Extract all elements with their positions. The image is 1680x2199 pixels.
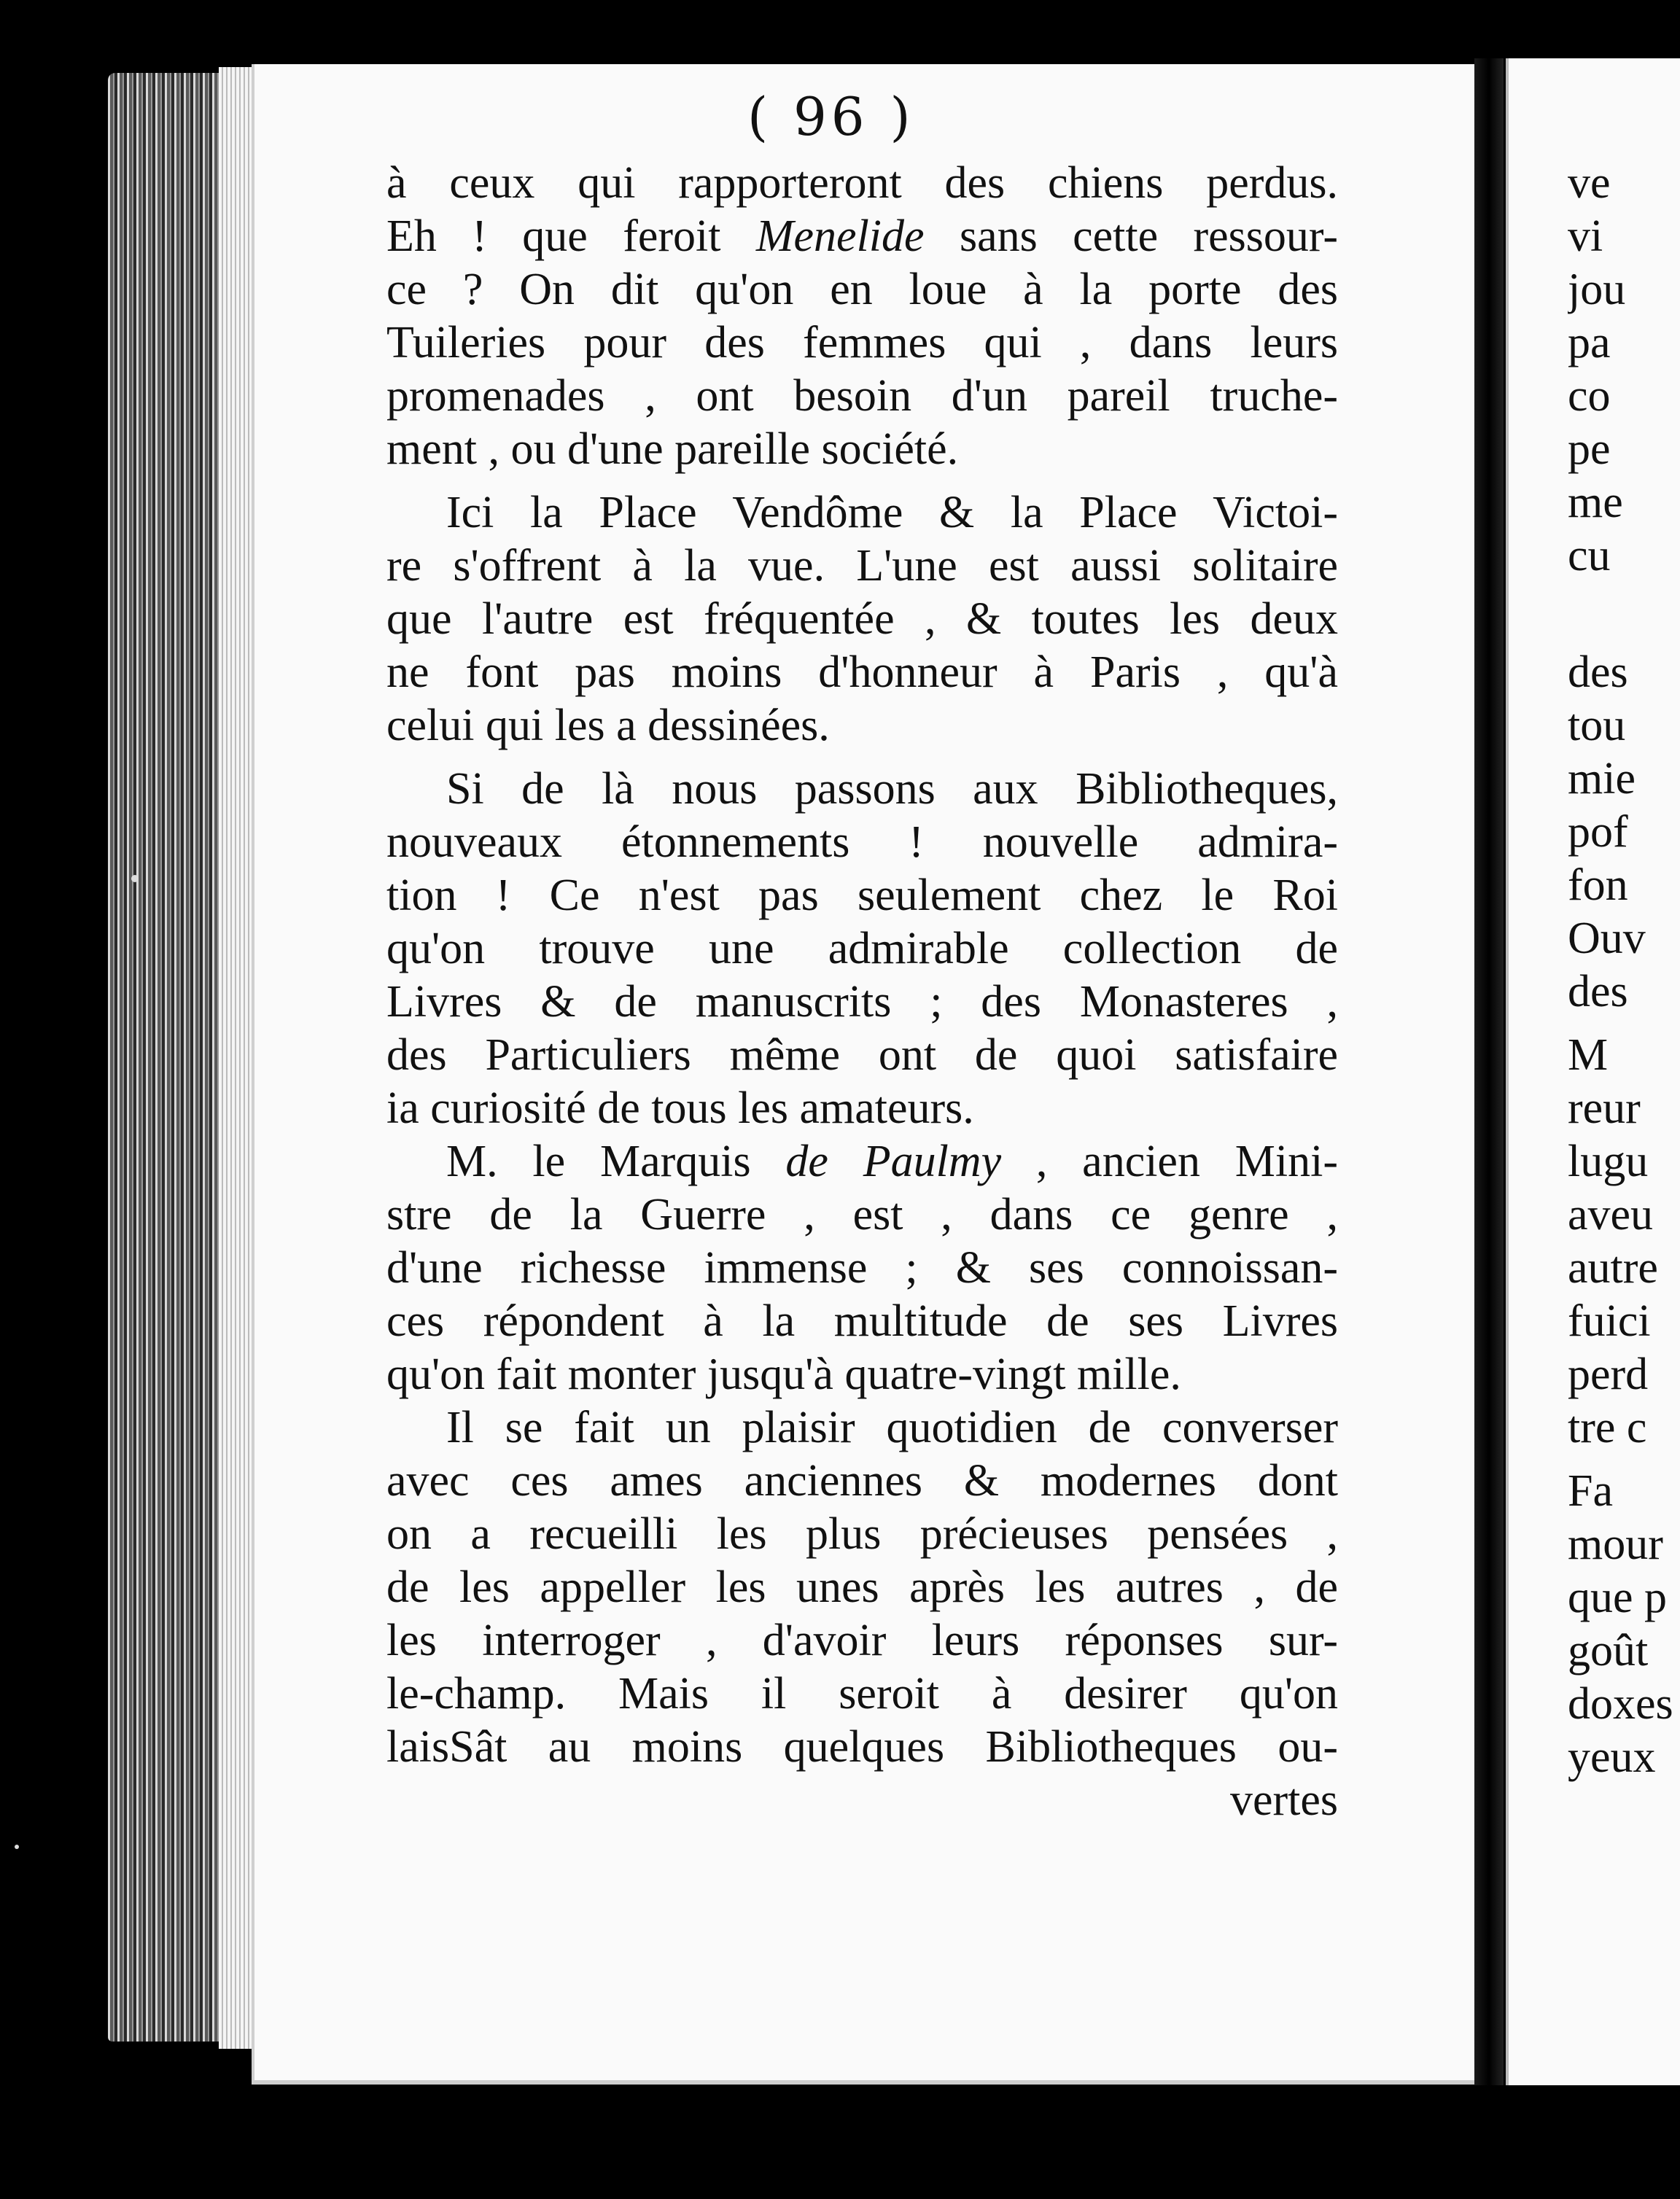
- right-page-text-fragments: [1568, 157, 1680, 1784]
- text-line: laisSât au moins quelques Bibliotheques ou-: [386, 1722, 1338, 1772]
- text-fragment: des: [1568, 647, 1628, 697]
- text-fragment: fon: [1568, 860, 1628, 910]
- text-fragment: mour: [1568, 1519, 1663, 1569]
- text-line: le-champ. Mais il seroit à desirer qu'on: [386, 1669, 1338, 1719]
- text-fragment: pe: [1568, 424, 1611, 474]
- text-fragment: des: [1568, 967, 1628, 1016]
- catchword: vertes: [1229, 1775, 1338, 1825]
- text-line: ia curiosité de tous les amateurs.: [386, 1083, 974, 1133]
- text-fragment: pof: [1568, 807, 1628, 857]
- text-line: ces répondent à la multitude de ses Livres: [386, 1296, 1338, 1346]
- text-fragment: goût: [1568, 1626, 1649, 1675]
- text-line: stre de la Guerre , est , dans ce genre ,: [386, 1190, 1338, 1239]
- text-line: nouveaux étonnements ! nouvelle admira-: [386, 817, 1338, 867]
- text-fragment: tre c: [1568, 1403, 1647, 1452]
- text-line: promenades , ont besoin d'un pareil truche-: [386, 371, 1338, 421]
- text-line: ment , ou d'une pareille société.: [386, 424, 959, 474]
- text-fragment: vi: [1568, 211, 1603, 261]
- text-fragment: aveu: [1568, 1190, 1654, 1239]
- text-line: Tuileries pour des femmes qui , dans leurs: [386, 318, 1338, 367]
- text-fragment: lugu: [1568, 1137, 1649, 1186]
- text-fragment: autre: [1568, 1243, 1658, 1293]
- text-line: M. le Marquis de Paulmy , ancien Mini-: [446, 1137, 1338, 1186]
- text-fragment: pa: [1568, 318, 1611, 367]
- text-line: à ceux qui rapporteront des chiens perdus.: [386, 158, 1338, 208]
- text-fragment: yeux: [1568, 1732, 1656, 1782]
- text-fragment: me: [1568, 478, 1623, 527]
- text-fragment: M: [1568, 1030, 1609, 1080]
- text-fragment: Fa: [1568, 1466, 1613, 1516]
- text-fragment: que p: [1568, 1573, 1668, 1622]
- text-line: Il se fait un plaisir quotidien de converser: [446, 1403, 1338, 1452]
- text-line: d'une richesse immense ; & ses connoissan-: [386, 1243, 1338, 1293]
- italic-name: Menelide: [755, 211, 925, 261]
- text-line: ne font pas moins d'honneur à Paris , qu'à: [386, 647, 1338, 697]
- text-fragment: cu: [1568, 531, 1611, 580]
- text-line: qu'on fait monter jusqu'à quatre-vingt mille.: [386, 1350, 1181, 1399]
- dust-speck: [15, 1845, 19, 1849]
- text-line: tion ! Ce n'est pas seulement chez le Roi: [386, 871, 1338, 920]
- text-line: celui qui les a dessinées.: [386, 701, 830, 750]
- italic-name: de Paulmy: [785, 1137, 1002, 1186]
- text-line: on a recueilli les plus précieuses pensées ,: [386, 1509, 1338, 1559]
- text-line: les interroger , d'avoir leurs réponses sur-: [386, 1616, 1338, 1665]
- text-line: de les appeller les unes après les autres , de: [386, 1562, 1338, 1612]
- text-fragment: mie: [1568, 754, 1636, 803]
- left-page-text: [386, 157, 1338, 1827]
- text-line: Ici la Place Vendôme & la Place Victoi-: [446, 488, 1338, 537]
- text-line: que l'autre est fréquentée , & toutes les deux: [386, 594, 1338, 644]
- text-line: avec ces ames anciennes & modernes dont: [386, 1456, 1338, 1506]
- dust-speck: [131, 875, 139, 882]
- text-fragment: perd: [1568, 1350, 1649, 1399]
- text-line: re s'offrent à la vue. L'une est aussi solitaire: [386, 541, 1338, 591]
- text-fragment: fuici: [1568, 1296, 1651, 1346]
- text-line: des Particuliers même ont de quoi satisfaire: [386, 1030, 1338, 1080]
- text-line: Eh ! que feroit Menelide sans cette ressour-: [386, 211, 1338, 261]
- book-gutter: [1474, 58, 1504, 2085]
- text-fragment: Ouv: [1568, 914, 1646, 963]
- page-number: ( 96 ): [747, 86, 915, 147]
- text-fragment: reur: [1568, 1083, 1641, 1133]
- text-fragment: tou: [1568, 701, 1626, 750]
- text-fragment: co: [1568, 371, 1611, 421]
- text-line: Si de là nous passons aux Bibliotheques,: [446, 764, 1338, 814]
- text-fragment: jou: [1568, 265, 1626, 314]
- text-line: ce ? On dit qu'on en loue à la porte des: [386, 265, 1338, 314]
- text-fragment: ve: [1568, 158, 1611, 208]
- text-line: Livres & de manuscrits ; des Monasteres ,: [386, 977, 1338, 1027]
- text-line: qu'on trouve une admirable collection de: [386, 924, 1338, 973]
- text-fragment: doxes: [1568, 1679, 1673, 1729]
